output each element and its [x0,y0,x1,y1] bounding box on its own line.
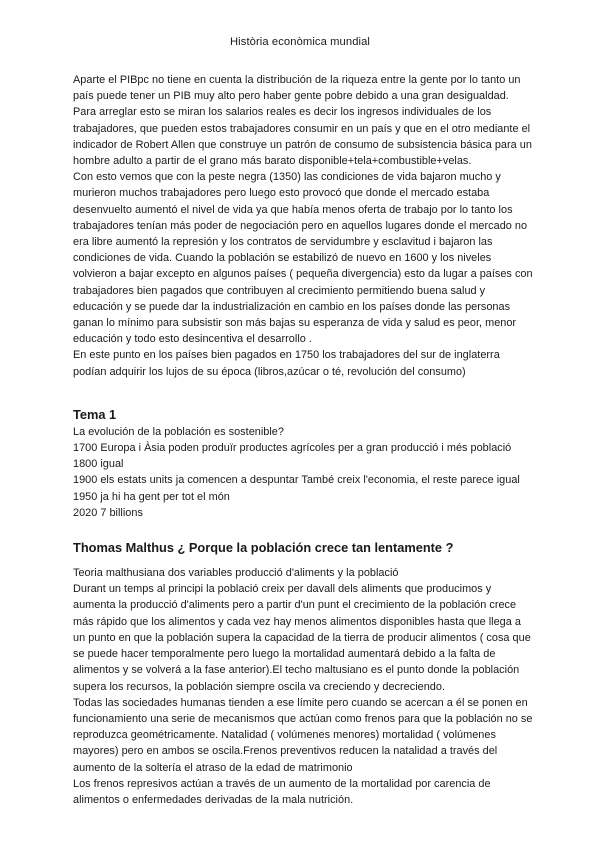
intro-paragraph-4: En este punto en los países bien pagados en 1750 los trabajadores del sur de inglaterra podían adquirir los lujos de su época (libros,azúcar o té, revolución del consumo) [73,349,500,378]
malthus-paragraph-4: Los frenos represivos actúan a través de un aumento de la mortalidad por carencia de alimentos o enfermedades derivadas de la mala nutrición. [73,777,491,806]
malthus-section [73,539,533,808]
intro-paragraph-3: Con esto vemos que con la peste negra (1350) las condiciones de vida bajaron mucho y murieron muchos trabajadores pero luego esto provocó que donde el mercado estaba desenvuelto aumentó el nivel de vida ya que había menos oferta de trabajo por lo tanto los trabajadores tenían más poder de negociación pero en aquellos lugares donde el mercado no era libre aumentó la represión y los contratos de servidumbre y esclavitud i bajaron las condiciones de vida. Cuando la población se estabilizó de nuevo en 1600 y los niveles volvieron a bajar excepto en algunos países ( pequeña divergencia) esto da lugar a países con trabajadores bien pagados que contribuyen al crecimiento permitiendo buena salud y educación y se puede dar la industrialización en cambio en los países donde las personas ganan lo mínimo para subsistir son más bajas su esperanza de vida y salud es peor, menor educación y todo esto desincentiva el desarrollo . [73,171,533,346]
tema-heading: Tema 1 [73,406,117,422]
malthus-paragraph-1: Teoria malthusiana dos variables producció d'aliments y la població [73,567,399,580]
intro-section [73,72,533,380]
tema-line-2020: 2020 7 billions [73,506,143,519]
intro-paragraph-1: Aparte el PIBpc no tiene en cuenta la distribución de la riqueza entre la gente por lo tanto un país puede tener un PIB muy alto pero haber gente pobre debido a una gran desigualdad. [73,74,521,103]
tema-question: La evolución de la población es sostenible? [73,425,284,438]
intro-paragraph-2: Para arreglar esto se miran los salarios reales es decir los ingresos individuales de los trabajadores, que pueden estos trabajadores consumir en un país y que en el otro mediante el indicador de Robert Allen que construye un patrón de consumo de subsistencia básica para un hombre adulto a partir de el grano más barato disponible+tela+combustible+velas. [73,106,532,168]
malthus-paragraph-2: Durant un temps al principi la població creix per davall dels aliments que producimos y aumenta la producció d'aliments pero a partir d'un punt el crecimiento de la población crece más rápido que los alimentos y cada vez hay menos alimentos disponibles hasta que llega a un punto en que la población supera la capacidad de la tierra de producir alimentos ( cosa que se puede hacer temporalmente pero luego la mortalidad aumentará debido a la falta de alimentos y se volverá a la fase anterior).El techo maltusiano es el punto donde la población supera los recursos, la población siempre oscila va creciendo y decreciendo. [73,583,531,693]
running-header: Història econòmica mundial [229,36,371,48]
tema-section [73,406,533,521]
tema-line-1900: 1900 els estats units ja comencen a despuntar També creix l'economia, el reste parece igual 1950 ja hi ha gent per tot el món [73,474,520,503]
malthus-heading: Thomas Malthus ¿ Porque la población crece tan lentamente ? [73,540,454,556]
tema-line-1700: 1700 Europa i Àsia poden produïr productes agrícoles per a gran producció i més població 1800 igual [73,442,512,471]
malthus-paragraph-3: Todas las sociedades humanas tienden a ese límite pero cuando se acercan a él se ponen en funcionamiento una serie de mecanismos que actúan como frenos para que la población no se reproduzca geométricamente. Natalidad ( volúmenes menores) mortalidad ( volúmenes mayores) pero en ambos se oscila.Frenos preventivos reducen la natalidad a través del aumento de la soltería el atraso de la edad de matrimonio [73,696,533,774]
malthus-body [73,565,533,808]
document-body [73,72,533,808]
